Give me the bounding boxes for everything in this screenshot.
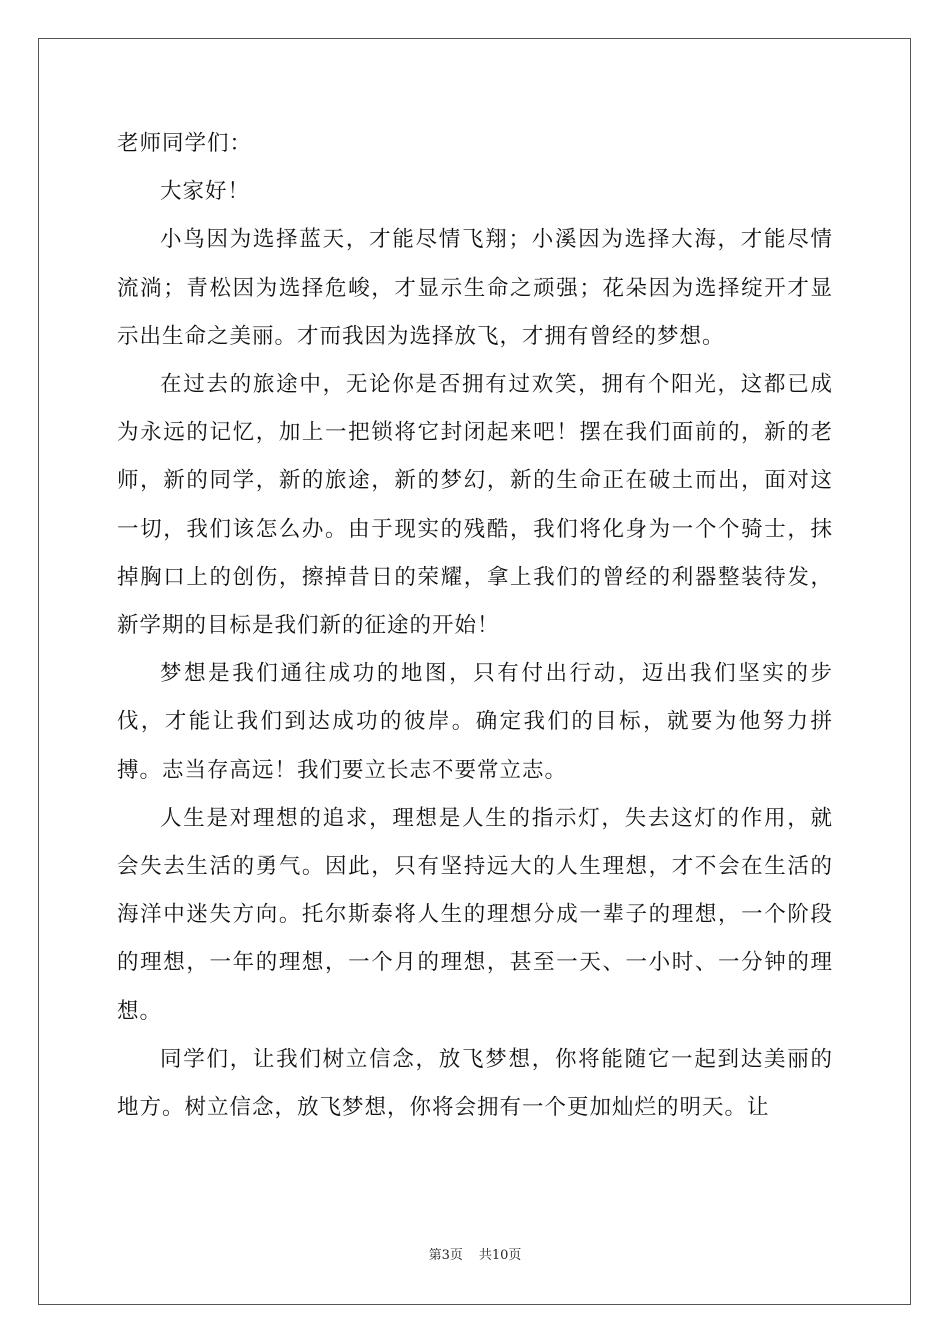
page-total: 共10页: [478, 1248, 522, 1263]
paragraph-3: 梦想是我们通往成功的地图，只有付出行动，迈出我们坚实的步伐，才能让我们到达成功的彼岸。确定我们的目标，就要为他努力拼搏。志当存高远！我们要立长志不要常立志。: [117, 661, 833, 783]
page-footer: [0, 1246, 950, 1266]
page-number: 第3页: [428, 1248, 463, 1263]
paragraph-4: 人生是对理想的追求，理想是人生的指示灯，失去这灯的作用，就会失去生活的勇气。因此，只有坚持远大的人生理想，才不会在生活的海洋中迷失方向。托尔斯泰将人生的理想分成一辈子的理想，一个阶段的理想，一年的理想，一个月的理想，甚至一天、一小时、一分钟的理想。: [117, 805, 833, 1024]
greeting: 大家好！: [160, 179, 251, 205]
paragraph-1: 小鸟因为选择蓝天，才能尽情飞翔；小溪因为选择大海，才能尽情流淌；青松因为选择危峻，才显示生命之顽强；花朵因为选择绽开才显示出生命之美丽。才而我因为选择放飞，才拥有曾经的梦想。: [117, 227, 833, 349]
salutation: 老师同学们：: [117, 131, 253, 156]
paragraph-5: 同学们，让我们树立信念，放飞梦想，你将能随它一起到达美丽的地方。树立信念，放飞梦想，你将会拥有一个更加灿烂的明天。让: [117, 1046, 833, 1121]
paragraph-2: 在过去的旅途中，无论你是否拥有过欢笑，拥有个阳光，这都已成为永远的记忆，加上一把锁将它封闭起来吧！摆在我们面前的，新的老师，新的同学，新的旅途，新的梦幻，新的生命正在破土而出，面对这一切，我们该怎么办。由于现实的残酷，我们将化身为一个个骑士，抹掉胸口上的创伤，擦掉昔日的荣耀，拿上我们的曾经的利器整装待发，新学期的目标是我们新的征途的开始！: [117, 372, 833, 639]
document-body: [117, 120, 833, 1132]
